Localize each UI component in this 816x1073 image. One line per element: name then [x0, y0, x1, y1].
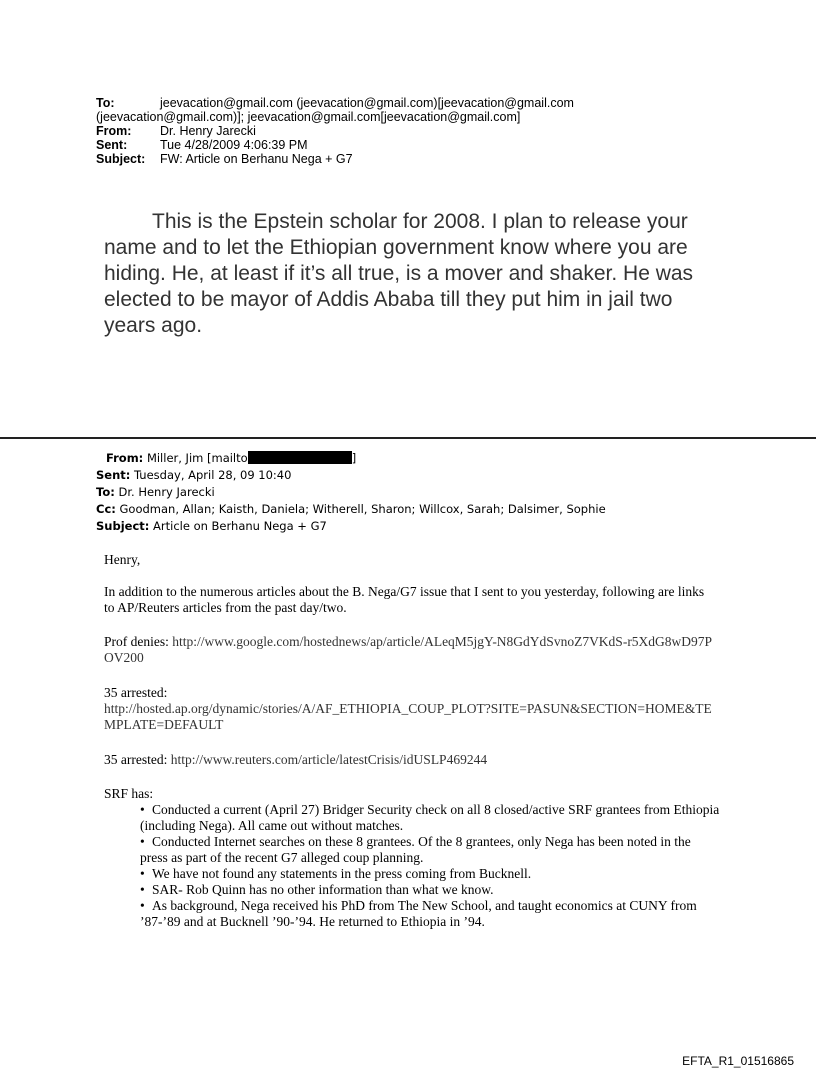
orig-from-label: From: — [106, 451, 144, 465]
to-value: jeevacation@gmail.com (jeevacation@gmail.com)[jeevacation@gmail.com — [160, 96, 574, 110]
sent-value: Tue 4/28/2009 4:06:39 PM — [160, 138, 308, 152]
orig-subject-value: Article on Berhanu Nega + G7 — [153, 519, 327, 533]
redaction-block — [248, 451, 352, 464]
orig-subject-row — [96, 518, 736, 535]
srf-label: SRF has: — [104, 786, 154, 801]
to-label: To: — [96, 96, 115, 110]
orig-to-row — [96, 484, 736, 501]
link-35-arrested-reuters — [104, 752, 716, 768]
orig-sent-label: Sent: — [96, 468, 131, 482]
to-value-continued: (jeevacation@gmail.com)]; jeevacation@gmail.com[jeevacation@gmail.com] — [96, 110, 521, 124]
original-email-header — [96, 450, 736, 535]
to-row — [96, 96, 736, 110]
intro-paragraph: In addition to the numerous articles about the B. Nega/G7 issue that I sent to you yesterday, following are links to AP/Reuters articles from the past day/two. — [104, 584, 705, 615]
link3-url[interactable]: http://www.reuters.com/article/latestCrisis/idUSLP469244 — [170, 752, 488, 767]
bullet-icon: • — [140, 898, 145, 913]
orig-from-row — [96, 450, 736, 467]
subject-row — [96, 152, 736, 166]
document-id: EFTA_R1_01516865 — [682, 1054, 794, 1068]
list-item-text: Conducted Internet searches on these 8 grantees. Of the 8 grantees, only Nega has been noted in the press as part of the recent G7 alleged coup planning. — [140, 834, 691, 865]
orig-cc-value: Goodman, Allan; Kaisth, Daniela; Witherell, Sharon; Willcox, Sarah; Dalsimer, Sophie — [119, 502, 606, 516]
sent-row — [96, 138, 736, 152]
bullet-icon: • — [140, 834, 145, 849]
bullet-icon: • — [140, 882, 145, 897]
link1-label: Prof denies: — [104, 634, 169, 649]
list-item-text: We have not found any statements in the press coming from Bucknell. — [152, 866, 532, 881]
subject-label: Subject: — [96, 152, 146, 166]
list-item — [140, 882, 720, 898]
list-item-text: Conducted a current (April 27) Bridger Security check on all 8 closed/active SRF grantees from Ethiopia (including Nega). All came out without matches. — [140, 802, 720, 833]
link2-url[interactable]: http://hosted.ap.org/dynamic/stories/A/AF_ETHIOPIA_COUP_PLOT?SITE=PASUN&SECTION=HOME&TEMPLATE=DEFAULT — [104, 701, 712, 732]
link-35-arrested-ap — [104, 685, 716, 733]
orig-cc-row — [96, 501, 736, 518]
divider — [0, 437, 816, 439]
link-prof-denies — [104, 634, 716, 666]
list-item — [140, 834, 720, 866]
from-label: From: — [96, 124, 132, 138]
orig-from-value-end: ] — [351, 451, 357, 465]
forward-note: This is the Epstein scholar for 2008. I plan to release your name and to let the Ethiopian government know where you are hiding. He, at least if it’s all true, is a mover and shaker. He was elected to be mayor of Addis Ababa till they put him in jail two years ago. — [104, 210, 694, 337]
subject-value: FW: Article on Berhanu Nega + G7 — [160, 152, 353, 166]
list-item — [140, 866, 720, 882]
orig-cc-label: Cc: — [96, 502, 116, 516]
from-value: Dr. Henry Jarecki — [160, 124, 256, 138]
list-item-text: As background, Nega received his PhD from The New School, and taught economics at CUNY from ’87-’89 and at Bucknell ’90-’94. He returned to Ethiopia in ’94. — [140, 898, 697, 929]
link2-label: 35 arrested: — [104, 685, 168, 700]
orig-sent-row — [96, 467, 736, 484]
list-item — [140, 898, 720, 930]
srf-bullet-list — [140, 802, 720, 930]
bullet-icon: • — [140, 802, 145, 817]
greeting: Henry, — [104, 552, 141, 567]
sent-label: Sent: — [96, 138, 128, 152]
list-item-text: SAR- Rob Quinn has no other information than what we know. — [152, 882, 494, 897]
orig-subject-label: Subject: — [96, 519, 150, 533]
email-header — [96, 96, 736, 166]
list-item — [140, 802, 720, 834]
orig-to-value: Dr. Henry Jarecki — [118, 485, 215, 499]
from-row — [96, 124, 736, 138]
orig-to-label: To: — [96, 485, 115, 499]
link3-label: 35 arrested: — [104, 752, 168, 767]
orig-sent-value: Tuesday, April 28, 09 10:40 — [134, 468, 292, 482]
orig-from-value: Miller, Jim [mailto — [146, 451, 248, 465]
bullet-icon: • — [140, 866, 145, 881]
link1-url[interactable]: http://www.google.com/hostednews/ap/article/ALeqM5jgY-N8GdYdSvnoZ7VKdS-r5XdG8wD97POV200 — [104, 634, 713, 665]
